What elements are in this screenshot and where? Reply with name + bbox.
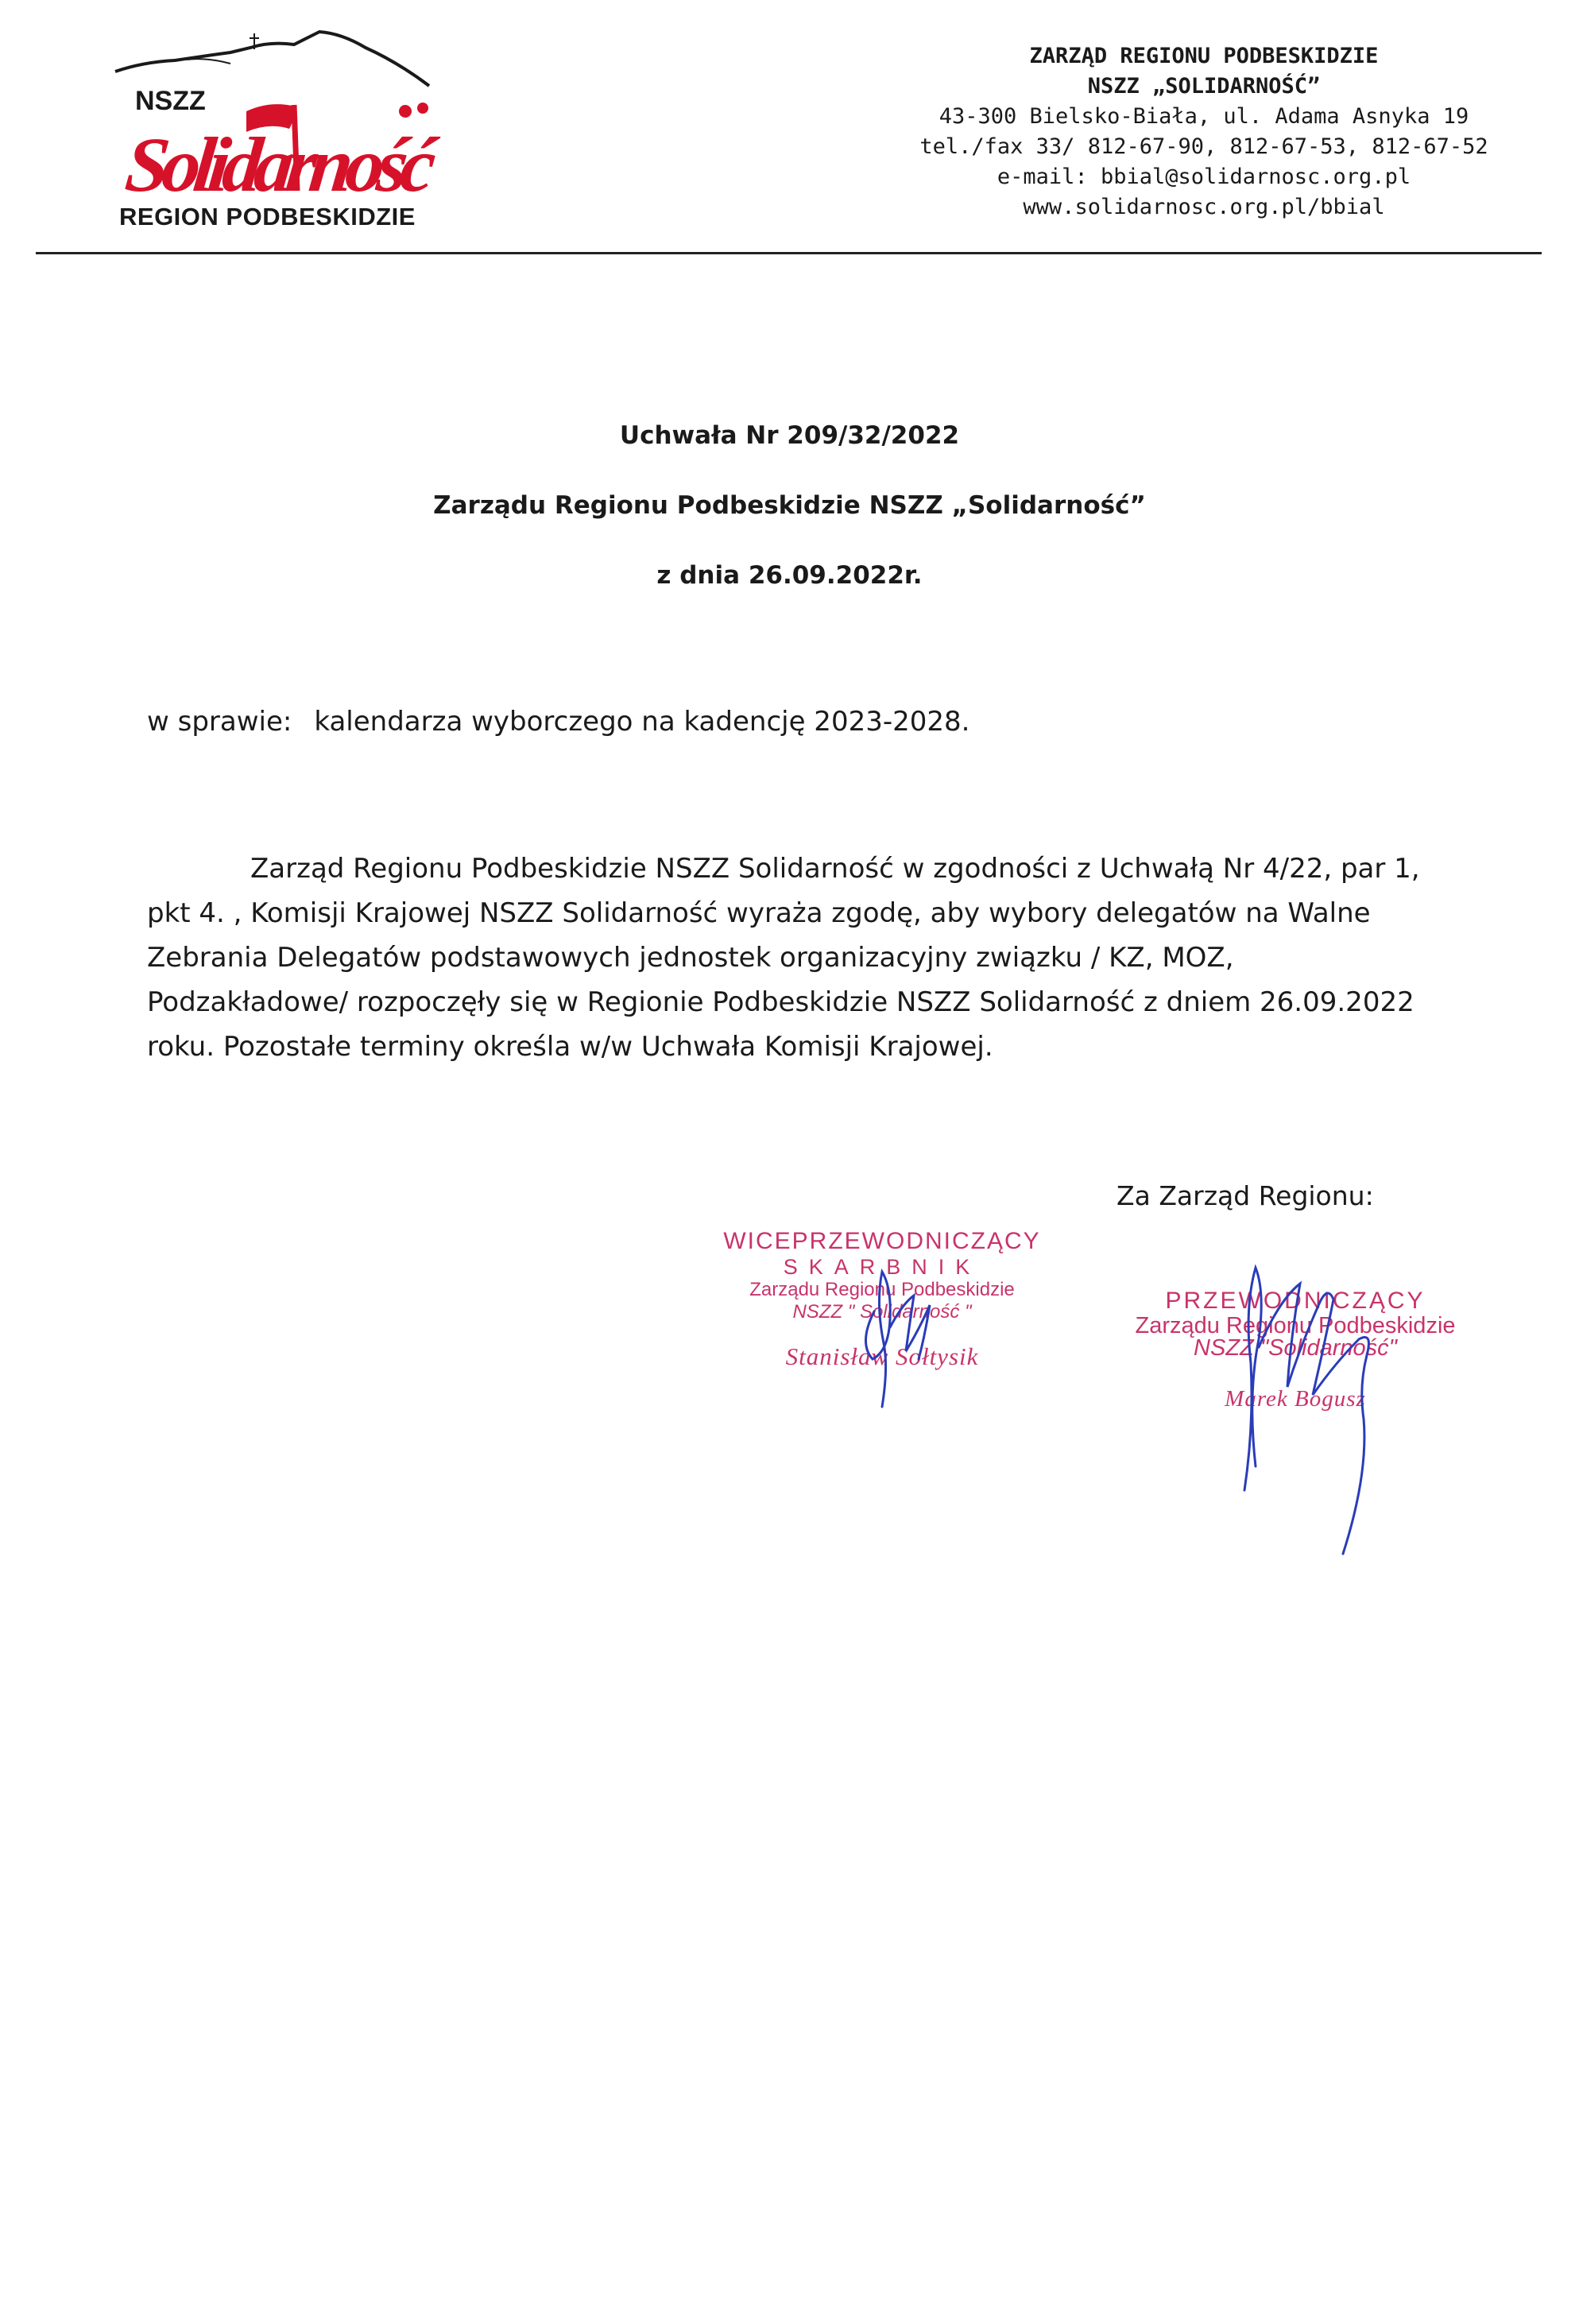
resolution-body: Zarząd Regionu Podbeskidzie NSZZ Solidarność w zgodności z Uchwałą Nr 4/22, par 1, pkt 4. , Komisji Krajowej NSZZ Solidarność wyraża zgodę, aby wybory delegatów na Walne Zebrania Delegatów podstawowych jednostek organizacyjny związku / KZ, MOZ, Podzakładowe/ rozpoczęły się w Regionie Podbeskidzie NSZZ Solidarność z dniem 26.09.2022 roku. Pozostałe terminy określa w/w Uchwała Komisji Krajowej. [147,853,1420,1063]
subject-line [147,706,969,738]
org-address: 43-300 Bielsko-Biała, ul. Adama Asnyka 19 [938,104,1469,129]
header-divider [36,252,1542,254]
logo-prefix: NSZZ [135,86,206,116]
org-website: www.solidarnosc.org.pl/bbial [1023,195,1385,219]
stamp-union: NSZZ "Solidarność" [1194,1335,1397,1361]
stamp-title: WICEPRZEWODNICZĄCY [723,1228,1041,1254]
stamp-name: Marek Bogusz [1225,1386,1366,1412]
solidarnosc-logo [111,24,437,238]
handwritten-signature-left [826,1256,954,1415]
org-name: ZARZĄD REGIONU PODBESKIDZIE [1029,44,1379,68]
resolution-title: Uchwała Nr 209/32/2022 [619,421,960,450]
org-email: e-mail: bbial@solidarnosc.org.pl [997,165,1411,189]
resolution-date: z dnia 26.09.2022r. [656,561,923,590]
solidarnosc-wordmark-icon [121,79,437,208]
org-phone: tel./fax 33/ 812-67-90, 812-67-53, 812-67-52 [919,134,1488,159]
resolution-issuer: Zarządu Regionu Podbeskidzie NSZZ „Solidarność” [433,491,1146,520]
handwritten-signature-right [1224,1252,1399,1570]
subject-text: kalendarza wyborczego na kadencję 2023-2028. [314,706,970,738]
svg-text:Solidarność: Solidarność [121,122,433,208]
organization-address [874,41,1534,223]
stamp-union: NSZZ " Solidarność " [792,1301,972,1323]
stamp-board: Zarządu Regionu Podbeskidzie [1135,1313,1456,1338]
subject-label: w sprawie: [147,706,292,738]
org-union: NSZZ „SOLIDARNOŚĆ” [1087,74,1321,99]
logo-region: REGION PODBESKIDZIE [119,203,416,230]
stamp-board: Zarządu Regionu Podbeskidzie [749,1279,1015,1300]
stamp-subtitle: SKARBNIK [783,1255,981,1279]
stamp-title: PRZEWODNICZĄCY [1165,1288,1426,1314]
signature-caption: Za Zarząd Regionu: [1117,1180,1374,1211]
stamp-name: Stanisław Sołtysik [785,1342,979,1370]
